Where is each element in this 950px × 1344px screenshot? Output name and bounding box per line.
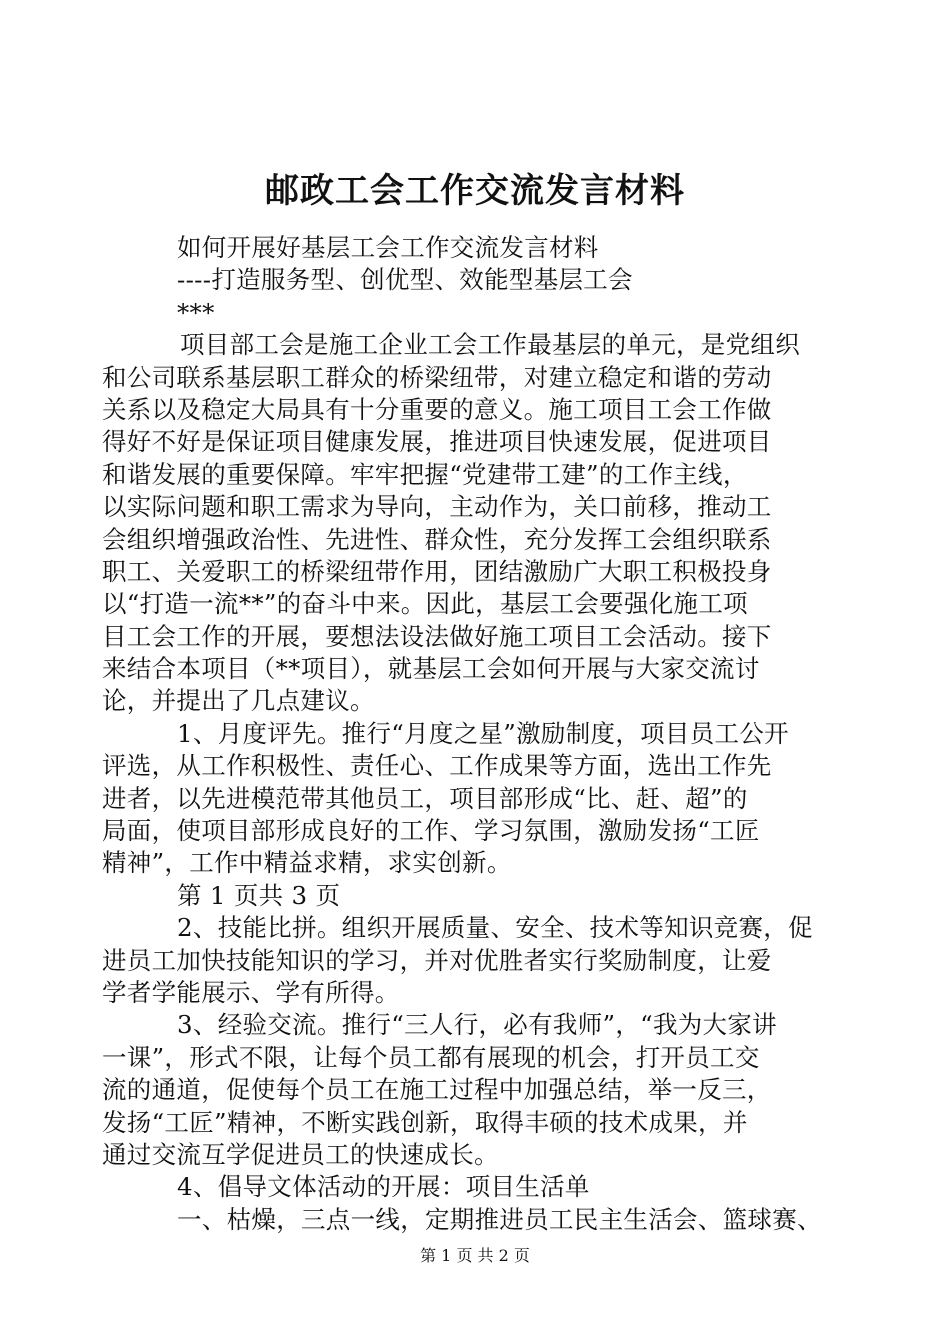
text-line: 3、经验交流。推行“三人行，必有我师”，“我为大家讲: [177, 1010, 777, 1040]
text-line: 进员工加快技能知识的学习，并对优胜者实行奖励制度，让爱: [102, 945, 772, 975]
text-line: 流的通道，促使每个员工在施工过程中加强总结，举一反三，: [102, 1075, 772, 1105]
text-line: 目工会工作的开展，要想法设法做好施工项目工会活动。接下: [102, 621, 772, 651]
text-line: 评选，从工作积极性、责任心、工作成果等方面，选出工作先: [102, 751, 772, 781]
paragraph-4: [102, 1171, 854, 1203]
page-footer: 第 1 页 共 2 页: [420, 1246, 530, 1265]
text-line: 会组织增强政治性、先进性、群众性，充分发挥工会组织联系: [102, 524, 772, 554]
text-line: 关系以及稳定大局具有十分重要的意义。施工项目工会工作做: [102, 394, 772, 424]
paragraph-1: [102, 718, 854, 880]
text-line: 进者，以先进模范带其他员工，项目部形成“比、赶、超”的: [102, 783, 748, 813]
text-line: 一课”，形式不限，让每个员工都有展现的机会，打开员工交: [102, 1042, 760, 1072]
text-line: 和谐发展的重要保障。牢牢把握“党建带工建”的工作主线，: [102, 459, 748, 489]
text-line: 和公司联系基层职工群众的桥梁纽带，对建立稳定和谐的劳动: [102, 362, 772, 392]
text-line: 来结合本项目（**项目），就基层工会如何开展与大家交流讨: [102, 654, 760, 684]
document-body: [102, 232, 854, 1236]
text-line: 以实际问题和职工需求为导向，主动作为，关口前移，推动工: [102, 492, 772, 522]
text-line: 学者学能展示、学有所得。: [102, 977, 400, 1007]
text-line: 论，并提出了几点建议。: [102, 686, 375, 716]
text-line: 职工、关爱职工的桥梁纽带作用，团结激励广大职工积极投身: [102, 556, 772, 586]
text-line: 4、倡导文体活动的开展：项目生活单: [177, 1172, 590, 1202]
subtitle-line: 如何开展好基层工会工作交流发言材料: [177, 233, 599, 262]
text-line: 2、技能比拼。组织开展质量、安全、技术等知识竞赛，促: [177, 913, 813, 943]
paragraph-2: [102, 912, 854, 1009]
document-title: 邮政工会工作交流发言材料: [265, 171, 685, 211]
paragraph-3: [102, 1009, 854, 1171]
paragraph-5: [102, 1204, 854, 1236]
text-line: 通过交流互学促进员工的快速成长。: [102, 1139, 499, 1169]
text-line: 发扬“工匠”精神，不断实践创新，取得丰硕的技术成果，并: [102, 1107, 748, 1137]
text-line: 以“打造一流**”的奋斗中来。因此，基层工会要强化施工项: [102, 589, 748, 619]
text-line: 1、月度评先。推行“月度之星”激励制度，项目员工公开: [177, 718, 789, 748]
author-placeholder: ***: [177, 297, 215, 327]
text-line: 得好不好是保证项目健康发展，推进项目快速发展，促进项目: [102, 427, 772, 457]
paragraph-intro: [102, 329, 854, 718]
text-line: 一、枯燥，三点一线，定期推进员工民主生活会、篮球赛、: [177, 1204, 822, 1234]
inline-page-marker: 第 1 页共 3 页: [177, 880, 341, 910]
text-line: 项目部工会是施工企业工会工作最基层的单元，是党组织: [180, 330, 800, 360]
text-line: 精神”，工作中精益求精，求实创新。: [102, 848, 512, 878]
text-line: 局面，使项目部形成良好的工作、学习氛围，激励发扬“工匠: [102, 816, 760, 846]
subtitle-line: ----打造服务型、创优型、效能型基层工会: [177, 265, 633, 295]
